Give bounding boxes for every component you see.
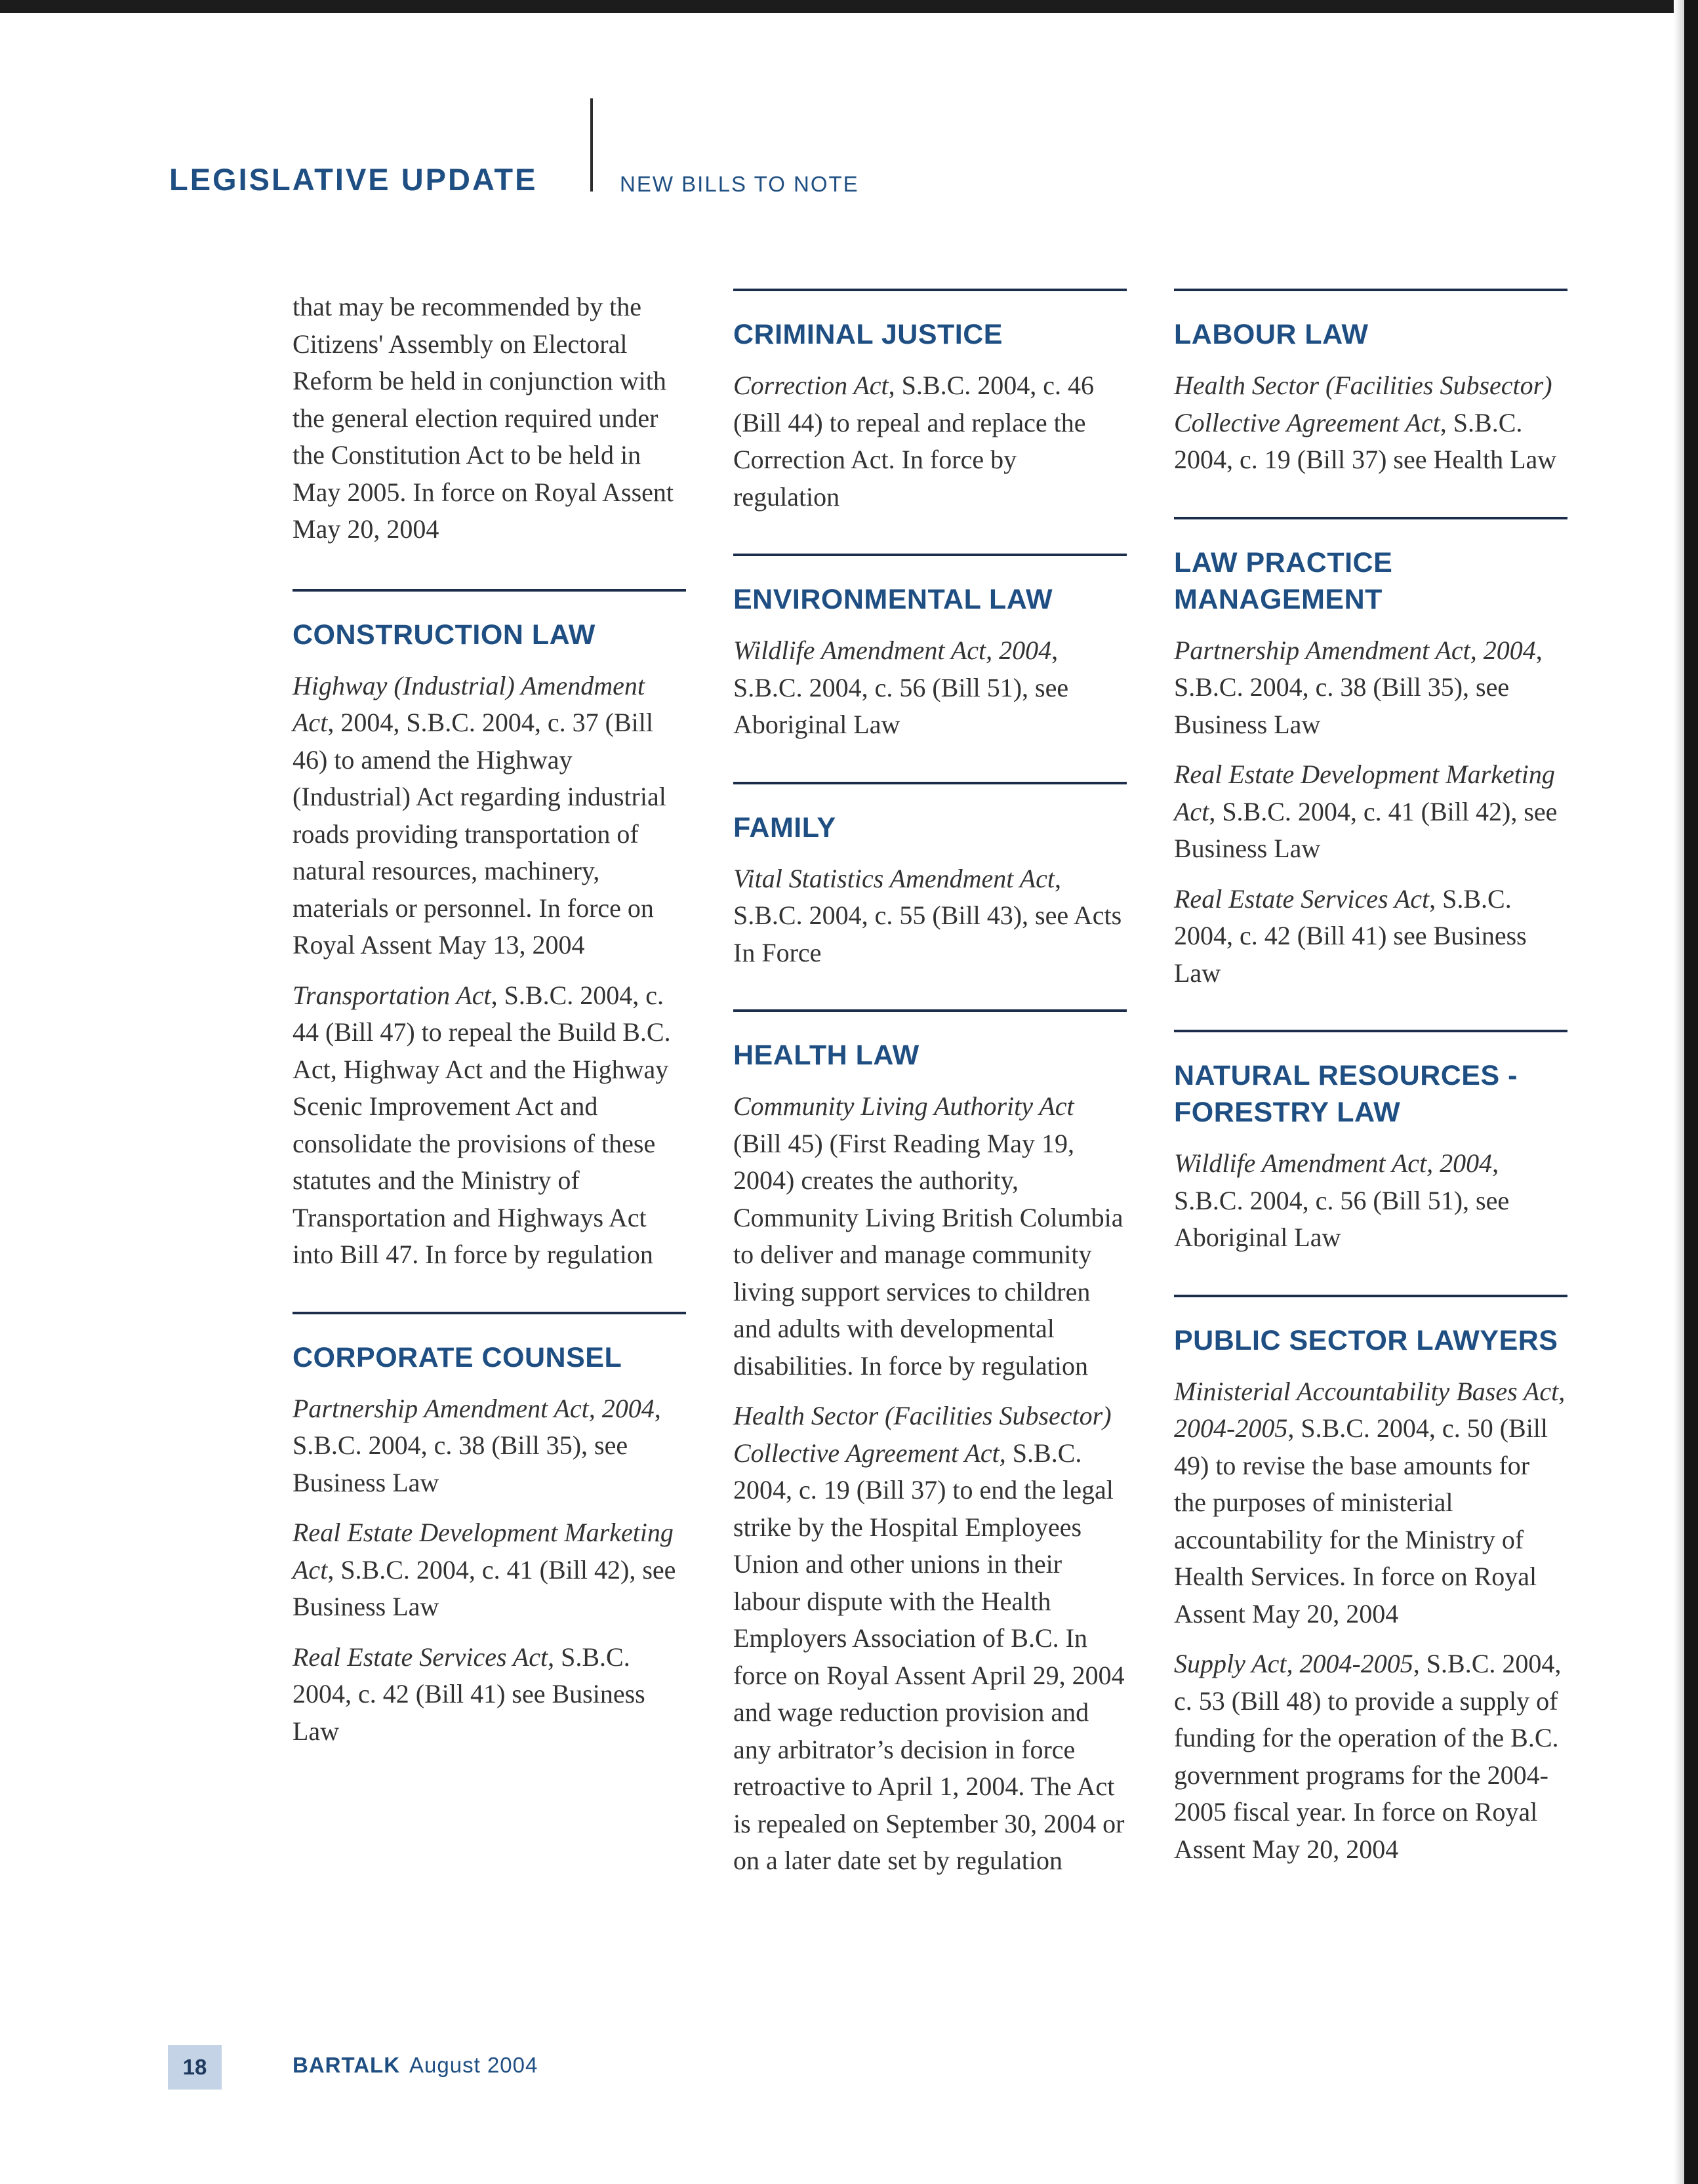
column-3 [1174, 289, 1567, 1906]
bill-entry [733, 367, 1127, 516]
act-name: Ministerial Accountability Bases Act, 2004-2005 [1174, 1376, 1566, 1443]
footer-publication [293, 2053, 538, 2078]
section-heading: NATURAL RESOURCES - FORESTRY LAW [1174, 1060, 1518, 1128]
section-construction-law [293, 589, 686, 1274]
section-divider [1174, 289, 1567, 291]
publication-name: BARTALK [293, 2053, 401, 2077]
section-divider [733, 782, 1127, 784]
page-number: 18 [168, 2045, 222, 2090]
bill-description: , S.B.C. 2004, c. 38 (Bill 35), see Business Law [1174, 635, 1543, 739]
bill-entry [1174, 881, 1567, 992]
section-divider [733, 554, 1127, 556]
bill-entry [1174, 1145, 1567, 1257]
bill-entry [733, 860, 1127, 972]
section-divider [733, 1009, 1127, 1012]
section-heading: CRIMINAL JUSTICE [733, 319, 1003, 350]
column-2 [733, 289, 1127, 1918]
act-name: Real Estate Development Marketing Act [293, 1518, 674, 1585]
bill-description: , S.B.C. 2004, c. 53 (Bill 48) to provide a supply of funding for the operation of the B.C. government programs for the 2004-2005 fiscal year. In force on Royal Assent May 20, 2004 [1174, 1649, 1562, 1864]
bill-description: , S.B.C. 2004, c. 56 (Bill 51), see Aboriginal Law [1174, 1148, 1510, 1252]
act-name: Health Sector (Facilities Subsector) Collective Agreement Act, [733, 1401, 1112, 1468]
scan-right-shadow [1674, 0, 1684, 2184]
section-heading: HEALTH LAW [733, 1040, 920, 1071]
section-family [733, 782, 1127, 972]
section-heading: FAMILY [733, 811, 836, 843]
bill-entry [293, 1639, 686, 1750]
act-name: Real Estate Development Marketing Act [1174, 759, 1555, 826]
bill-entry [1174, 1373, 1567, 1633]
scan-top-border [0, 0, 1698, 13]
act-name: Transportation Act [293, 980, 491, 1010]
section-divider [293, 589, 686, 592]
section-heading: ENVIRONMENTAL LAW [733, 584, 1053, 615]
act-name: Health Sector (Facilities Subsector) Collective Agreement Act [1174, 371, 1552, 437]
act-name: Wildlife Amendment Act, 2004 [1174, 1148, 1493, 1178]
section-heading: LAW PRACTICE MANAGEMENT [1174, 546, 1393, 615]
column-1 [293, 289, 686, 1788]
bill-entry [1174, 1646, 1567, 1868]
lead-paragraph: that may be recommended by the Citizens' Assembly on Electoral Reform be held in conjunction with the general election required under the Constitution Act to be held in May 2005. In force on Royal Assent May 20, 2004 [293, 292, 674, 544]
section-heading: CONSTRUCTION LAW [293, 618, 596, 651]
section-divider [1174, 1030, 1567, 1032]
bill-entry [293, 668, 686, 964]
act-name: Supply Act, 2004-2005 [1174, 1649, 1413, 1678]
bill-entry [293, 977, 686, 1274]
bill-description: , S.B.C. 2004, c. 55 (Bill 43), see Acts In Force [733, 863, 1122, 967]
section-title: LEGISLATIVE UPDATE [169, 162, 538, 197]
section-subtitle: NEW BILLS TO NOTE [620, 172, 859, 196]
section-divider [1174, 517, 1567, 519]
bill-description: (Bill 45) (First Reading May 19, 2004) creates the authority, Community Living British Columbia to deliver and manage community living support services to children and adults with developmental disabilities. In force by regulation [733, 1128, 1123, 1381]
section-law-practice-management [1174, 517, 1567, 992]
bill-description: , S.B.C. 2004, c. 42 (Bill 41) see Business Law [1174, 883, 1527, 988]
bill-entry [293, 1390, 686, 1502]
act-name: Correction Act [733, 371, 889, 400]
scan-right-border [1684, 0, 1698, 2184]
section-natural-resources-forestry-law [1174, 1030, 1567, 1257]
section-public-sector-lawyers [1174, 1295, 1567, 1869]
bill-description: S.B.C. 2004, c. 19 (Bill 37) to end the legal strike by the Hospital Employees Union and other unions in their labour dispute with the Health Employers Association of B.C. In force on Royal Assent April 29, 2004 and wage reduction provision and any arbitrator’s decision in force retroactive to April 1, 2004. The Act is repealed on September 30, 2004 or on a later date set by regulation [733, 1438, 1125, 1875]
header-divider [590, 98, 593, 192]
section-divider [1174, 1295, 1567, 1297]
bill-description: , S.B.C. 2004, c. 42 (Bill 41) see Business Law [293, 1642, 645, 1746]
bill-entry [293, 1514, 686, 1626]
bill-entry [733, 1398, 1127, 1880]
publication-issue: August 2004 [409, 2053, 538, 2077]
act-name: Partnership Amendment Act, 2004 [1174, 635, 1536, 665]
act-name: Community Living Authority Act [733, 1091, 1074, 1121]
bill-entry [733, 632, 1127, 744]
section-heading: CORPORATE COUNSEL [293, 1341, 622, 1373]
section-labour-law [1174, 289, 1567, 479]
bill-entry [733, 1088, 1127, 1385]
bill-entry [1174, 367, 1567, 479]
act-name: Real Estate Services Act [293, 1642, 548, 1672]
section-criminal-justice [733, 289, 1127, 516]
bill-description: , S.B.C. 2004, c. 19 (Bill 37) see Health Law [1174, 407, 1557, 474]
section-corporate-counsel [293, 1312, 686, 1750]
bill-description: , S.B.C. 2004, c. 50 (Bill 49) to revise the base amounts for the purposes of ministerial accountability for the Ministry of Health Services. In force on Royal Assent May 20, 2004 [1174, 1413, 1548, 1628]
bill-description: , S.B.C. 2004, c. 56 (Bill 51), see Aboriginal Law [733, 636, 1069, 739]
act-name: Vital Statistics Amendment Act [733, 863, 1055, 893]
bill-description: , S.B.C. 2004, c. 41 (Bill 42), see Business Law [1174, 796, 1558, 863]
act-name: Highway (Industrial) Amendment Act [293, 670, 645, 737]
act-name: Real Estate Services Act [1174, 883, 1430, 914]
bill-description: , S.B.C. 2004, c. 44 (Bill 47) to repeal the Build B.C. Act, Highway Act and the Highway Scenic Improvement Act and consolidate the provisions of these statutes and the Ministry of Transportation and Highways Act into Bill 47. In force by regulation [293, 980, 671, 1269]
bill-description: , 2004, S.B.C. 2004, c. 37 (Bill 46) to amend the Highway (Industrial) Act regarding industrial roads providing transportation of natural resources, machinery, materials or personnel. In force on Royal Assent May 13, 2004 [293, 708, 666, 960]
section-heading: LABOUR LAW [1174, 319, 1369, 350]
act-name: Wildlife Amendment Act, 2004 [733, 636, 1052, 665]
bill-description: , S.B.C. 2004, c. 46 (Bill 44) to repeal and replace the Correction Act. In force by regulation [733, 371, 1094, 512]
act-name: Partnership Amendment Act, 2004 [293, 1393, 655, 1423]
section-heading: PUBLIC SECTOR LAWYERS [1174, 1324, 1558, 1356]
bill-description: , S.B.C. 2004, c. 41 (Bill 42), see Business Law [293, 1554, 676, 1621]
bill-description: , S.B.C. 2004, c. 38 (Bill 35), see Business Law [293, 1393, 661, 1497]
section-divider [733, 289, 1127, 291]
section-divider [293, 1312, 686, 1314]
section-environmental-law [733, 554, 1127, 744]
bill-entry [1174, 756, 1567, 868]
section-health-law [733, 1009, 1127, 1880]
bill-entry [1174, 632, 1567, 744]
